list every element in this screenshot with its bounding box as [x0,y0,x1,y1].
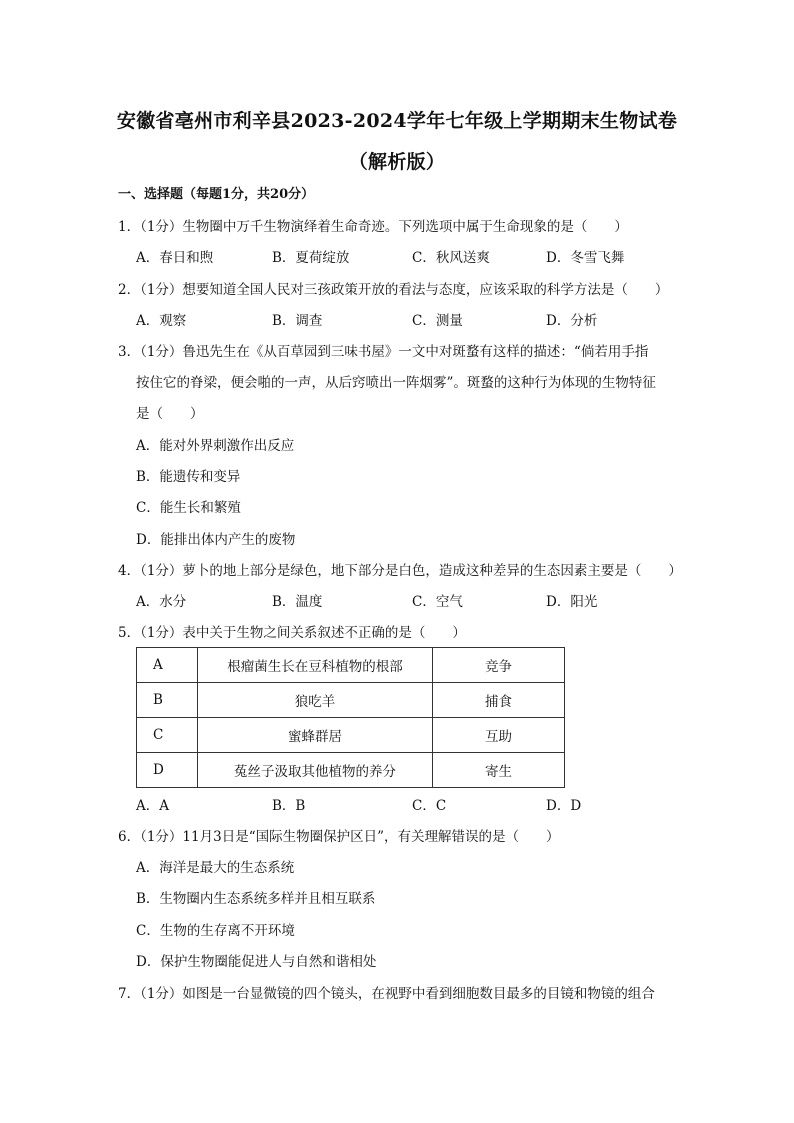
option-a: A．水分 [136,594,187,610]
option-a: A．A [136,798,169,814]
option-a: A．能对外界刺激作出反应 [136,438,295,454]
option-d: D．保护生物圈能促进人与自然和谐相处 [136,954,377,970]
option-d: D．分析 [546,313,598,329]
table-cell-description: 狼吃羊 [198,683,433,718]
option-a: A．海洋是最大的生态系统 [136,860,295,876]
option-d: D．阳光 [546,594,598,610]
table-cell-description: 菟丝子汲取其他植物的养分 [198,753,433,788]
option-a: A．观察 [136,313,187,329]
option-b: B．温度 [272,594,323,610]
table-cell-label: D [137,753,198,788]
option-b: B．调查 [272,313,323,329]
table-row [137,753,565,788]
page-subtitle: （解析版） [348,151,446,173]
table-row [137,648,565,683]
table-row [137,683,565,718]
option-a: A．春日和煦 [136,250,214,266]
option-d: D．能排出体内产生的废物 [136,532,296,548]
option-b: B．B [272,798,306,814]
option-c: C．能生长和繁殖 [136,500,241,516]
table-cell-relationship: 寄生 [433,753,565,788]
option-b: B．能遗传和变异 [136,469,241,485]
option-c: C．测量 [412,313,463,329]
question-7-stem: 7．（1分）如图是一台显微镜的四个镜头，在视野中看到细胞数目最多的目镜和物镜的组合 [118,986,655,1002]
table-cell-description: 根瘤菌生长在豆科植物的根部 [198,648,433,683]
question-3-stem-line-1: 3．（1分）鲁迅先生在《从百草园到三味书屋》一文中对斑蝥有这样的描述：“倘若用手指 [118,344,649,360]
table-cell-label: C [137,718,198,753]
question-5-stem: 5．（1分）表中关于生物之间关系叙述不正确的是（ ） [118,625,466,641]
relationship-table [136,647,565,788]
question-3-stem-line-3: 是（ ） [136,406,204,422]
table-row [137,718,565,753]
table-cell-relationship: 竞争 [433,648,565,683]
table-cell-relationship: 互助 [433,718,565,753]
table-cell-description: 蜜蜂群居 [198,718,433,753]
page-title: 安徽省亳州市利辛县2023-2024学年七年级上学期期末生物试卷 [116,110,678,132]
question-4-stem: 4．（1分）萝卜的地上部分是绿色，地下部分是白色，造成这种差异的生态因素主要是（ ） [118,563,682,579]
option-c: C．生物的生存离不开环境 [136,923,295,939]
option-c: C．秋风送爽 [412,250,490,266]
option-c: C．空气 [412,594,463,610]
question-1-stem: 1．（1分）生物圈中万千生物演绎着生命奇迹。下列选项中属于生命现象的是（ ） [118,219,628,235]
table-cell-label: A [137,648,198,683]
table-cell-label: B [137,683,198,718]
section-heading: 一、选择题（每题1分，共20分） [118,187,315,202]
option-b: B．夏荷绽放 [272,250,350,266]
table-cell-relationship: 捕食 [433,683,565,718]
option-d: D．D [546,798,582,814]
option-c: C．C [412,798,447,814]
question-3-stem-line-2: 按住它的脊梁，便会啪的一声，从后窍喷出一阵烟雾”。斑蝥的这种行为体现的生物特征 [136,375,656,391]
option-d: D．冬雪飞舞 [546,250,625,266]
question-2-stem: 2．（1分）想要知道全国人民对三孩政策开放的看法与态度，应该采取的科学方法是（ ） [118,282,669,298]
option-b: B．生物圈内生态系统多样并且相互联系 [136,891,376,907]
question-6-stem: 6．（1分）11月3日是“国际生物圈保护区日”，有关理解错误的是（ ） [118,829,560,845]
